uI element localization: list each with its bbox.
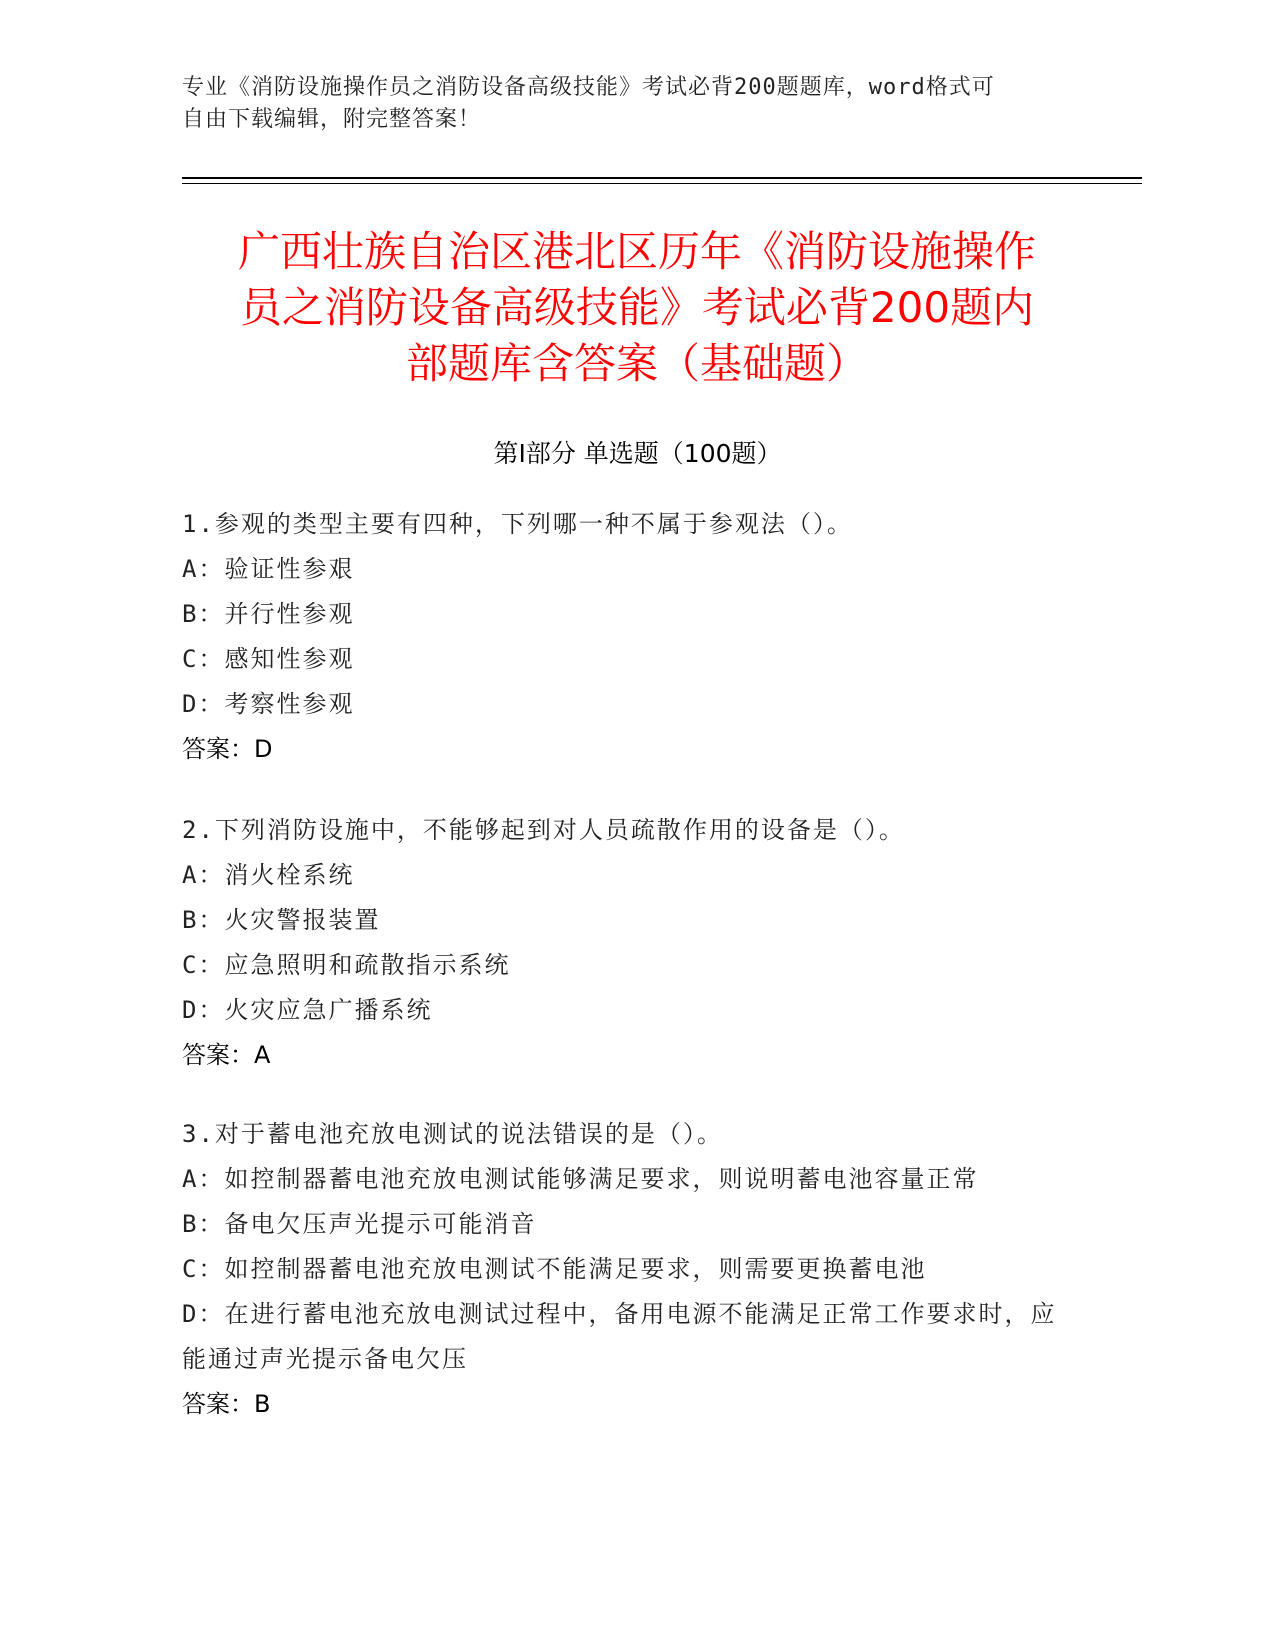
question-3 [182,1112,1062,1427]
option-d: D：火灾应急广播系统 [182,996,433,1024]
option-d: D：考察性参观 [182,690,355,718]
option-b: B：火灾警报装置 [182,906,381,934]
option-a: A：消火栓系统 [182,861,355,889]
question-2 [182,808,1062,1078]
answer: 答案：B [182,1390,271,1418]
question-stem: 3.对于蓄电池充放电测试的说法错误的是（）。 [182,1120,723,1148]
title-line-2: 员之消防设备高级技能》考试必背200题内 [239,283,1035,332]
option-b: B：并行性参观 [182,600,355,628]
title-line-1: 广西壮族自治区港北区历年《消防设施操作 [237,227,1036,276]
intro-text [182,72,1062,136]
document-title [182,224,1092,392]
question-stem: 2.下列消防设施中，不能够起到对人员疏散作用的设备是（）。 [182,816,905,844]
section-heading: 第Ⅰ部分 单选题（100题） [493,439,782,468]
question-stem: 1.参观的类型主要有四种，下列哪一种不属于参观法（）。 [182,510,853,538]
title-line-3: 部题库含答案（基础题） [405,339,868,388]
option-c: C：如控制器蓄电池充放电测试不能满足要求，则需要更换蓄电池 [182,1255,927,1283]
option-d: D：在进行蓄电池充放电测试过程中，备用电源不能满足正常工作要求时，应能通过声光提示备电欠压 [182,1300,1057,1373]
intro-line-2: 自由下载编辑，附完整答案！ [182,107,482,132]
intro-line-1: 专业《消防设施操作员之消防设备高级技能》考试必背200题题库，word格式可 [182,75,995,100]
answer: 答案：D [182,735,273,763]
option-a: A：验证性参艰 [182,555,355,583]
option-b: B：备电欠压声光提示可能消音 [182,1210,537,1238]
answer: 答案：A [182,1041,271,1069]
option-a: A：如控制器蓄电池充放电测试能够满足要求，则说明蓄电池容量正常 [182,1165,979,1193]
header-divider-thick [182,177,1142,179]
header-divider-thin [182,183,1142,184]
question-1 [182,502,1062,772]
option-c: C：感知性参观 [182,645,355,673]
option-c: C：应急照明和疏散指示系统 [182,951,511,979]
